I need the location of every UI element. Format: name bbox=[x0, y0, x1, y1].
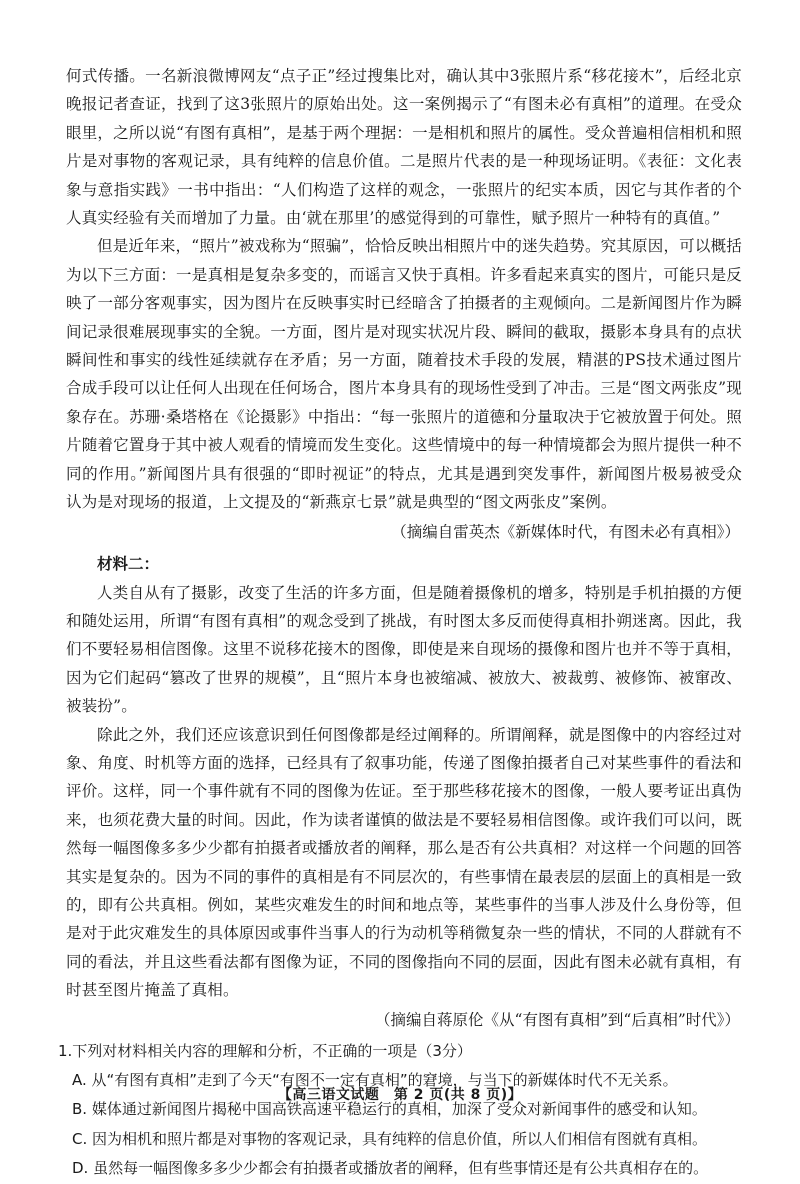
material-two bbox=[66, 549, 742, 1035]
option-b: B. 媒体通过新闻图片揭秘中国高铁高速平稳运行的真相，加深了受众对新闻事件的感受和认知。 bbox=[72, 1100, 707, 1119]
material-one-paragraph-2: 但是近年来，“照片”被戏称为“照骗”，恰恰反映出相照片中的迷失趋势。究其原因，可以概括为以下三方面：一是真相是复杂多变的，而谣言又快于真相。许多看起来真实的图片，可能只是反映了一部分客观事实，因为图片在反映事实时已经暗含了拍摄者的主观倾向。二是新闻图片作为瞬间记录很难展现事实的全貌。一方面，图片是对现实状况片段、瞬间的截取，摄影本身具有的点状瞬间性和事实的线性延续就存在矛盾；另一方面，随着技术手段的发展，精湛的PS技术通过图片合成手段可以让任何人出现在任何场合，图片本身具有的现场性受到了冲击。三是“图文两张皮”现象存在。苏珊·桑塔格在《论摄影》中指出：“每一张照片的道德和分量取决于它被放置于何处。照片随着它置身于其中被人观看的情境而发生变化。这些情境中的每一种情境都会为照片提供一种不同的作用。”新闻图片具有很强的“即时视证”的特点，尤其是遇到突发事件，新闻图片极易被受众认为是对现场的报道，上文提及的“新燕京七景”就是典型的“图文两张皮”案例。 bbox=[66, 237, 742, 512]
option-c: C. 因为相机和照片都是对事物的客观记录，具有纯粹的信息价值，所以人们相信有图就有真相。 bbox=[72, 1129, 708, 1148]
option-d: D. 虽然每一幅图像多多少少都会有拍摄者或播放者的阐释，但有些事情还是有公共真相存在的。 bbox=[72, 1159, 709, 1178]
material-two-title: 材料二： bbox=[97, 553, 160, 573]
material-two-paragraph-1: 人类自从有了摄影，改变了生活的许多方面，但是随着摄像机的增多，特别是手机拍摄的方便和随处运用，所谓“有图有真相”的观念受到了挑战，有时图太多反而使得真相扑朔迷离。因此，我们不要轻易相信图像。这里不说移花接木的图像，即使是来自现场的摄像和图片也并不等于真相，因为它们起码“篡改了世界的规模”，且“照片本身也被缩减、被放大、被裁剪、被修饰、被窜改、被装扮”。 bbox=[66, 583, 742, 716]
exam-page bbox=[58, 62, 742, 1184]
material-one-citation: （摘编自雷英杰《新媒体时代，有图未必有真相》） bbox=[391, 522, 740, 541]
material-one bbox=[66, 62, 742, 547]
page-footer: 【高三语文试题 第 2 页(共 8 页)】 bbox=[277, 1087, 523, 1103]
question-1 bbox=[58, 1037, 742, 1184]
option-a: A. 从“有图有真相”走到了今天“有图不一定有真相”的窘境，与当下的新媒体时代不无关系。 bbox=[72, 1070, 678, 1089]
material-one-paragraph-1: 何式传播。一名新浪微博网友“点子正”经过搜集比对，确认其中3张照片系“移花接木”，后经北京晚报记者查证，找到了这3张照片的原始出处。这一案例揭示了“有图未必有真相”的道理。在受众眼里，之所以说“有图有真相”，是基于两个理据：一是相机和照片的属性。受众普遍相信相机和照片是对事物的客观记录，具有纯粹的信息价值。二是照片代表的是一种现场证明。《表征：文化表象与意指实践》一书中指出：“人们构造了这样的观念，一张照片的纪实本质，因它与其作者的个人真实经验有关而增加了力量。由‘就在那里’的感觉得到的可靠性，赋予照片一种特有的真值。” bbox=[66, 67, 742, 228]
material-two-paragraph-2: 除此之外，我们还应该意识到任何图像都是经过阐释的。所谓阐释，就是图像中的内容经过对象、角度、时机等方面的选择，已经具有了叙事功能，传递了图像拍摄者自己对某些事件的看法和评价。这样，同一个事件就有不同的图像为佐证。至于那些移花接木的图像，一般人要考证出真伪来，也须花费大量的时间。因此，作为读者谨慎的做法是不要轻易相信图像。或许我们可以问，既然每一幅图像多多少少都有拍摄者或播放者的阐释，那么是否有公共真相？对这样一个问题的回答其实是复杂的。因为不同的事件的真相是有不同层次的，有些事情在最表层的层面上的真相是一致的，即有公共真相。例如，某些灾难发生的时间和地点等，某些事件的当事人涉及什么身份等，但是对于此灾难发生的具体原因或事件当事人的行为动机等稍微复杂一些的情状，不同的人群就有不同的看法，并且这些看法都有图像为证，不同的图像指向不同的层面，因此有图未必就有真相，有时甚至图片掩盖了真相。 bbox=[66, 725, 742, 1000]
question-stem: 1.下列对材料相关内容的理解和分析，不正确的一项是（3分） bbox=[58, 1041, 472, 1060]
material-two-citation: （摘编自蒋原伦《从“有图有真相”到“后真相”时代》） bbox=[375, 1010, 740, 1029]
